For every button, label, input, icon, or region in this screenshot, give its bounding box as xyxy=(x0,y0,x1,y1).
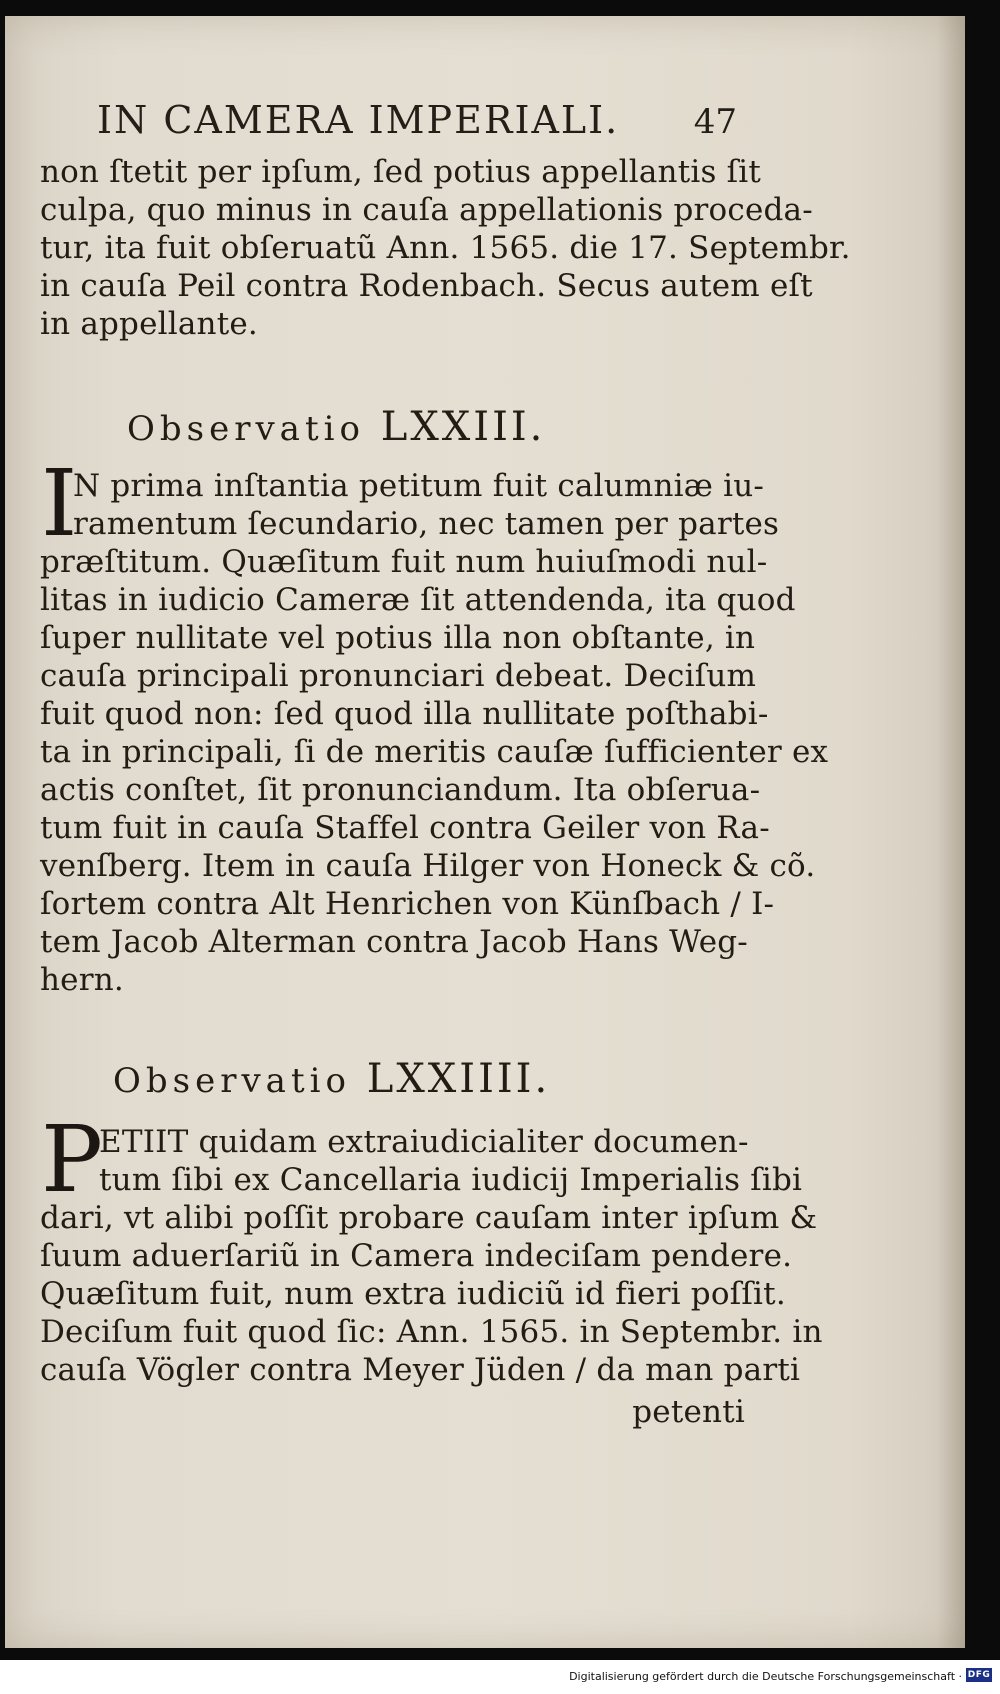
book-page xyxy=(5,16,965,1648)
body-line: actis conſtet, ſit pronunciandum. Ita obſerua- xyxy=(40,772,761,808)
running-head xyxy=(97,98,737,142)
catchword: petenti xyxy=(632,1394,745,1430)
body-line: ſortem contra Alt Henrichen von Künſbach / I- xyxy=(40,886,775,922)
body-line: fuit quod non: ſed quod illa nullitate poſthabi- xyxy=(40,696,769,732)
footer-bar xyxy=(0,1660,1000,1694)
body-line: cauſa Vögler contra Meyer Jüden / da man parti xyxy=(40,1352,801,1388)
heading-label: Observatio xyxy=(113,1061,351,1101)
intro-line: non ſtetit per ipſum, ſed potius appellantis ſit xyxy=(40,154,762,190)
body-line: ſuum aduerſariũ in Camera indeciſam pendere. xyxy=(40,1238,793,1274)
body-line: dari, vt alibi poſſit probare cauſam inter ipſum & xyxy=(40,1200,818,1236)
heading-label: Observatio xyxy=(127,409,365,449)
page-number: 47 xyxy=(693,102,737,142)
body-line: Quæſitum fuit, num extra iudiciũ id fieri poſſit. xyxy=(40,1276,786,1312)
body-line: cauſa principali pronunciari debeat. Deciſum xyxy=(40,658,757,694)
drop-cap: P xyxy=(41,1106,103,1213)
body-line: ſuper nullitate vel potius illa non obſtante, in xyxy=(40,620,756,656)
body-line: venſberg. Item in cauſa Hilger von Honeck & cõ. xyxy=(40,848,816,884)
body-line: tum fuit in cauſa Staffel contra Geiler von Ra- xyxy=(40,810,770,846)
intro-line: in appellante. xyxy=(40,306,258,342)
body-line: Deciſum fuit quod ſic: Ann. 1565. in Septembr. in xyxy=(40,1314,823,1350)
drop-cap: I xyxy=(41,450,78,557)
body-line: litas in iudicio Cameræ ſit attendenda, ita quod xyxy=(40,582,796,618)
intro-line: in cauſa Peil contra Rodenbach. Secus autem eſt xyxy=(40,268,813,304)
body-line: præſtitum. Quæſitum fuit num huiuſmodi nul- xyxy=(40,544,768,580)
digitization-credit: Digitalisierung gefördert durch die Deutsche Forschungsgemeinschaft · xyxy=(569,1670,962,1683)
intro-line: tur, ita fuit obſeruatũ Ann. 1565. die 17. Septembr. xyxy=(40,230,851,266)
body-line: hern. xyxy=(40,962,124,998)
body-line: ETIIT quidam extraiudicialiter documen- xyxy=(99,1124,749,1160)
body-line: tem Jacob Alterman contra Jacob Hans Weg- xyxy=(40,924,748,960)
intro-line: culpa, quo minus in cauſa appellationis proceda- xyxy=(40,192,813,228)
section-heading-73 xyxy=(127,404,545,450)
body-line: ta in principali, ſi de meritis cauſæ ſufficienter ex xyxy=(40,734,829,770)
body-line: N prima inſtantia petitum fuit calumniæ iu- xyxy=(73,468,765,504)
body-line: ramentum ſecundario, nec tamen per partes xyxy=(73,506,780,542)
body-line: tum ſibi ex Cancellaria iudicij Imperialis ſibi xyxy=(99,1162,803,1198)
heading-numeral: LXXIIII. xyxy=(366,1056,551,1102)
heading-numeral: LXXIII. xyxy=(380,404,546,450)
section-heading-74 xyxy=(113,1056,550,1102)
page-edge-shadow xyxy=(937,16,965,1648)
dfg-logo: DFG xyxy=(967,1670,991,1680)
running-head-title: IN CAMERA IMPERIALI. xyxy=(97,98,620,142)
